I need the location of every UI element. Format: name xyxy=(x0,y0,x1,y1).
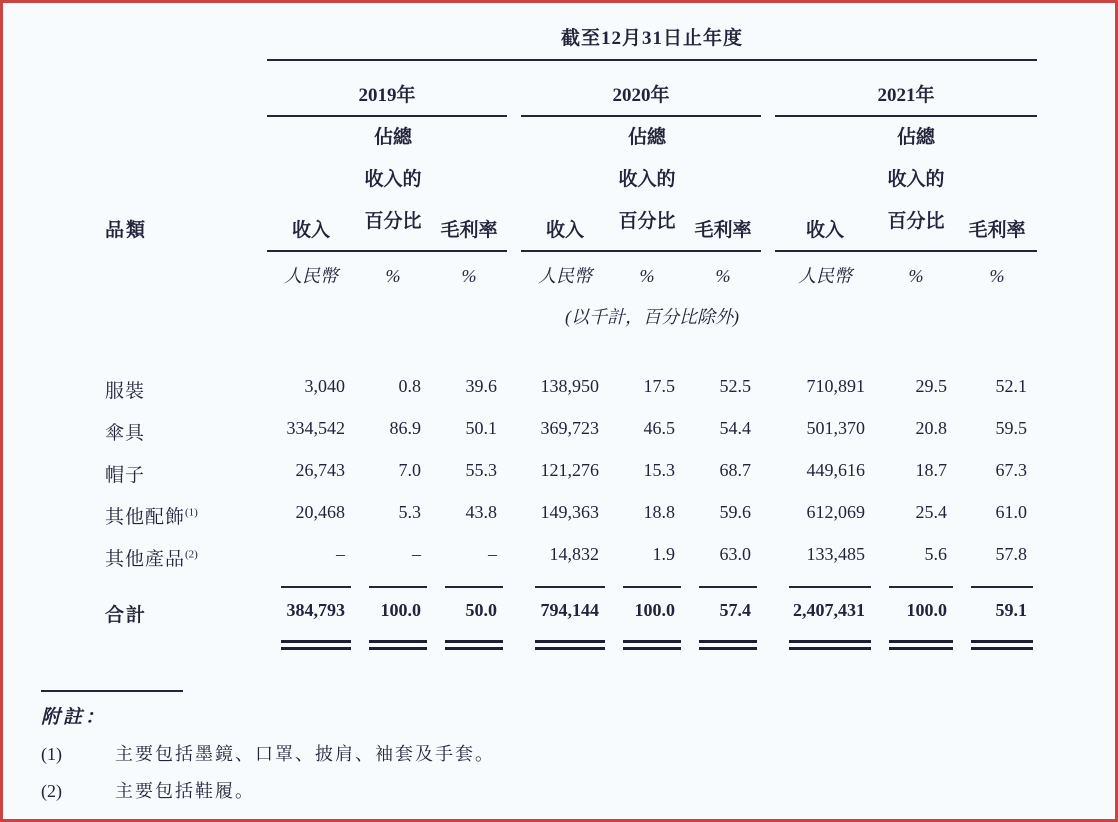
value-cell: 3,040 xyxy=(304,376,345,396)
gross-margin-column-header: 毛利率 xyxy=(685,116,761,251)
value-cell: 369,723 xyxy=(540,418,599,438)
value-cell: 15.3 xyxy=(643,460,675,480)
row-umbrellas xyxy=(105,418,1037,460)
row-label: 傘具 xyxy=(105,423,146,444)
unit-percent: % xyxy=(989,266,1005,286)
value-cell: 100.0 xyxy=(634,600,675,620)
value-cell: 63.0 xyxy=(719,544,751,564)
total-double-rule xyxy=(105,638,1037,654)
footnote-item xyxy=(41,742,1085,766)
document-content xyxy=(3,3,1115,803)
pct-of-revenue-column-header: 佔總 收入的 百分比 xyxy=(875,116,957,251)
unit-rmb: 人民幣 xyxy=(284,266,338,286)
unit-percent: % xyxy=(385,266,401,286)
value-cell: – xyxy=(336,544,345,564)
footnote-separator xyxy=(41,690,183,692)
value-cell: 57.4 xyxy=(719,600,751,620)
footnotes-heading: 附註： xyxy=(41,707,108,728)
footnote-marker: (2) xyxy=(41,781,62,801)
value-cell: – xyxy=(412,544,421,564)
revenue-breakdown-table xyxy=(105,23,1037,654)
value-cell: – xyxy=(488,544,497,564)
value-cell: 20.8 xyxy=(915,418,947,438)
amounts-basis-note: (以千計，百分比除外) xyxy=(565,307,739,327)
category-column-header: 品類 xyxy=(105,220,148,241)
footnotes-section xyxy=(41,690,1085,803)
gross-margin-column-header: 毛利率 xyxy=(957,116,1037,251)
footnote-ref: (1) xyxy=(185,506,198,519)
unit-percent: % xyxy=(715,266,731,286)
footnote-ref: (2) xyxy=(185,548,198,561)
unit-percent: % xyxy=(908,266,924,286)
value-cell: 5.6 xyxy=(924,544,947,564)
value-cell: 43.8 xyxy=(465,502,497,522)
row-other-products xyxy=(105,544,1037,586)
value-cell: 138,950 xyxy=(540,376,599,396)
row-total xyxy=(105,596,1037,638)
value-cell: 18.8 xyxy=(643,502,675,522)
value-cell: 100.0 xyxy=(906,600,947,620)
value-cell: 59.5 xyxy=(995,418,1027,438)
value-cell: 384,793 xyxy=(286,600,345,620)
row-other-accessories xyxy=(105,502,1037,544)
year-header-2021: 2021年 xyxy=(775,60,1037,116)
value-cell: 0.8 xyxy=(398,376,421,396)
row-hats xyxy=(105,460,1037,502)
unit-percent: % xyxy=(639,266,655,286)
value-cell: 52.1 xyxy=(995,376,1027,396)
value-cell: 612,069 xyxy=(806,502,865,522)
value-cell: 100.0 xyxy=(380,600,421,620)
value-cell: 86.9 xyxy=(389,418,421,438)
revenue-column-header: 收入 xyxy=(267,116,355,251)
row-label: 帽子 xyxy=(105,465,146,486)
unit-percent: % xyxy=(461,266,477,286)
value-cell: 29.5 xyxy=(915,376,947,396)
revenue-column-header: 收入 xyxy=(775,116,875,251)
gross-margin-column-header: 毛利率 xyxy=(431,116,507,251)
value-cell: 334,542 xyxy=(286,418,345,438)
value-cell: 26,743 xyxy=(295,460,345,480)
pct-of-revenue-column-header: 佔總 收入的 百分比 xyxy=(355,116,431,251)
value-cell: 5.3 xyxy=(398,502,421,522)
value-cell: 50.0 xyxy=(465,600,497,620)
value-cell: 39.6 xyxy=(465,376,497,396)
value-cell: 501,370 xyxy=(806,418,865,438)
footnote-text: 主要包括鞋履。 xyxy=(115,781,255,801)
unit-rmb: 人民幣 xyxy=(798,266,852,286)
year-header-2020: 2020年 xyxy=(521,60,761,116)
value-cell: 67.3 xyxy=(995,460,1027,480)
subtotal-rule xyxy=(105,586,1037,596)
revenue-column-header: 收入 xyxy=(521,116,609,251)
footnote-marker: (1) xyxy=(41,744,62,764)
value-cell: 59.6 xyxy=(719,502,751,522)
row-label: 其他產品 xyxy=(105,549,186,570)
value-cell: 20,468 xyxy=(295,502,345,522)
value-cell: 68.7 xyxy=(719,460,751,480)
row-clothing xyxy=(105,376,1037,418)
value-cell: 59.1 xyxy=(995,600,1027,620)
value-cell: 61.0 xyxy=(995,502,1027,522)
value-cell: 25.4 xyxy=(915,502,947,522)
year-header-2019: 2019年 xyxy=(267,60,507,116)
value-cell: 52.5 xyxy=(719,376,751,396)
value-cell: 55.3 xyxy=(465,460,497,480)
value-cell: 794,144 xyxy=(540,600,599,620)
unit-rmb: 人民幣 xyxy=(538,266,592,286)
row-label: 合計 xyxy=(105,605,148,626)
footnote-text: 主要包括墨鏡、口罩、披肩、袖套及手套。 xyxy=(115,744,495,764)
value-cell: 18.7 xyxy=(915,460,947,480)
value-cell: 2,407,431 xyxy=(793,600,865,620)
value-cell: 7.0 xyxy=(398,460,421,480)
value-cell: 54.4 xyxy=(719,418,751,438)
footnote-item xyxy=(41,779,1085,803)
value-cell: 449,616 xyxy=(806,460,865,480)
value-cell: 1.9 xyxy=(652,544,675,564)
row-label: 其他配飾 xyxy=(105,507,186,528)
row-label: 服裝 xyxy=(105,381,146,402)
value-cell: 17.5 xyxy=(643,376,675,396)
value-cell: 710,891 xyxy=(806,376,865,396)
value-cell: 121,276 xyxy=(540,460,599,480)
value-cell: 50.1 xyxy=(465,418,497,438)
value-cell: 46.5 xyxy=(643,418,675,438)
value-cell: 14,832 xyxy=(549,544,599,564)
value-cell: 57.8 xyxy=(995,544,1027,564)
pct-of-revenue-column-header: 佔總 收入的 百分比 xyxy=(609,116,685,251)
value-cell: 133,485 xyxy=(806,544,865,564)
table-title: 截至12月31日止年度 xyxy=(267,23,1037,60)
value-cell: 149,363 xyxy=(540,502,599,522)
